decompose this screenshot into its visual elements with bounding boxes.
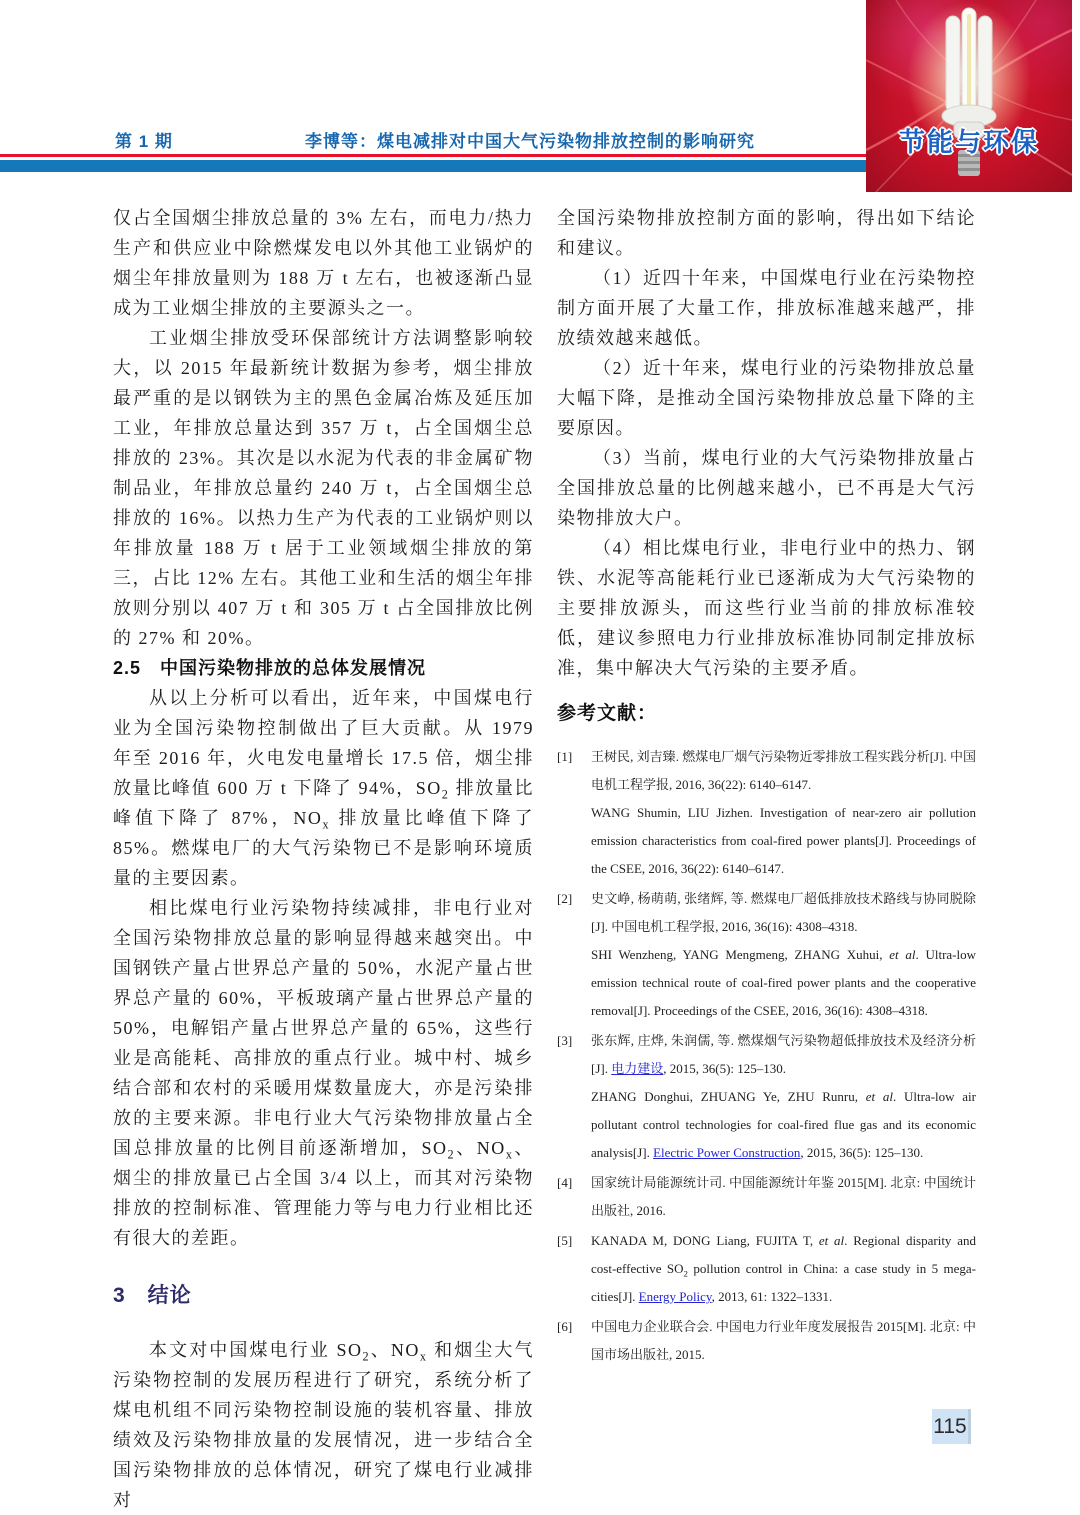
section-heading-3-conclusion: 3 结论 <box>113 1284 192 1307</box>
reference-label: [6] <box>557 1319 573 1334</box>
journal-logo <box>866 0 1072 192</box>
reference-segment: 王树民, 刘吉臻. 燃煤电厂烟气污染物近零排放工程实践分析[J]. 中国电机工程学报, 2016, 36(22): 6140–6147. <box>591 749 976 792</box>
reference-text <box>591 799 976 883</box>
reference-item <box>557 885 976 1025</box>
left-column <box>113 203 534 1515</box>
reference-text <box>591 1083 976 1167</box>
reference-item <box>557 1027 976 1167</box>
reference-segment: 国家统计局能源统计司. 中国能源统计年鉴 2015[M]. 北京: 中国统计出版社, 2016. <box>591 1175 976 1218</box>
reference-etal: et al <box>818 1233 845 1248</box>
reference-label: [1] <box>557 749 573 764</box>
paragraph-conclusion-intro: 本文对中国煤电行业 $SO_2$、$NO_x$ 和烟尘大气污染物控制的发展历程进行了研究，系统分析了煤电机组不同污染物控制设施的装机容量、排放绩效及污染物排放量的发展情况，进一步结合全国污染物排放的总体情况，研究了煤电行业减排对 <box>113 1340 534 1510</box>
references-heading: 参考文献： <box>557 703 658 724</box>
reference-item <box>557 1169 976 1225</box>
reference-segment: ZHANG Donghui, ZHUANG Ye, ZHU Runru, <box>591 1089 866 1104</box>
reference-label: [3] <box>557 1033 573 1048</box>
paragraph-smoke-continuation: 仅占全国烟尘排放总量的 3% 左右，而电力/热力生产和供应业中除燃煤发电以外其他工业锅炉的烟尘年排放量则为 188 万 t 左右，也被逐渐凸显成为工业烟尘排放的主要源头之一。 <box>113 208 534 318</box>
reference-segment: . Ultra-low emission technical route of coal-fired power plants and the cooperative removal[J]. Proceedings of the CSEE, 2016, 36(16): 4308–4318. <box>591 947 976 1018</box>
reference-text <box>591 1027 976 1083</box>
reference-etal: et al <box>865 1089 893 1104</box>
reference-text <box>591 941 976 1025</box>
reference-item <box>557 743 976 883</box>
conclusion-item: （3）当前，煤电行业的大气污染物排放量占全国排放总量的比例越来越小，已不再是大气污染物排放大户。 <box>557 448 976 528</box>
lightbulb-icon <box>866 0 1072 192</box>
section-heading-2-5: 2.5 中国污染物排放的总体发展情况 <box>113 658 427 678</box>
reference-journal-link[interactable]: 电力建设 <box>611 1061 664 1076</box>
reference-text <box>591 743 976 799</box>
paragraph-non-power: 相比煤电行业污染物持续减排，非电行业对全国污染物排放总量的影响显得越来越突出。中国钢铁产量占世界总产量的 50%，水泥产量占世界总产量的 60%，平板玻璃产量占世界总产量的 50%，电解铝产量占世界总产量的 65%，这些行业是高能耗、高排放的重点行业。城中村、城乡结合部和农村的采暖用煤数量庞大，亦是污染排放的主要来源。非电行业大气污染物排放量占全国总排放量的比例目前逐渐增加，$SO_2$、$NO_x$、烟尘的排放量已占全国 3/4 以上，而其对污染物排放的控制标准、管理能力等与电力行业相比还有很大的差距。 <box>113 898 535 1248</box>
conclusion-item: （4）相比煤电行业，非电行业中的热力、钢铁、水泥等高能耗行业已逐渐成为大气污染物的主要排放源头，而这些行业当前的排放标准较低，建议参照电力行业排放标准协同制定排放标准，集中解决大气污染的主要矛盾。 <box>557 538 976 678</box>
reference-journal-link[interactable]: Electric Power Construction <box>653 1145 801 1160</box>
reference-text <box>591 885 976 941</box>
reference-segment: SHI Wenzheng, YANG Mengmeng, ZHANG Xuhui, <box>591 947 890 962</box>
reference-segment: 张东辉, 庄烨, 朱润儒, 等. 燃煤烟气污染物超低排放技术及经济分析[J]. <box>591 1033 976 1076</box>
reference-segment: WANG Shumin, LIU Jizhen. Investigation of near-zero air pollution emission characteristics from coal-fired power plants[J]. Proceedings of the CSEE, 2016, 36(22): 6140–6147. <box>591 805 976 876</box>
reference-text <box>591 1227 976 1311</box>
reference-segment: . Ultra-low air pollutant control technologies for coal-fired flue gas and its economic analysis[J]. <box>591 1089 976 1160</box>
reference-segment: , 2015, 36(5): 125–130. <box>663 1061 787 1076</box>
paragraph-industrial-dust: 工业烟尘排放受环保部统计方法调整影响较大，以 2015 年最新统计数据为参考，烟尘排放最严重的是以钢铁为主的黑色金属冶炼及延压加工业，年排放总量达到 357 万 t，占全国烟尘总排放的 23%。其次是以水泥为代表的非金属矿物制品业，年排放总量约 240 万 t，占全国烟尘总排放的 16%。以热力生产为代表的工业锅炉则以年排放量 188 万 t 居于工业领域烟尘排放的第三，占比 12% 左右。其他工业和生活的烟尘年排放则分别以 407 万 t 和 305 万 t 占全国排放比例的 27% 和 20%。 <box>113 328 534 648</box>
reference-item <box>557 1227 976 1311</box>
right-column <box>557 203 976 1371</box>
reference-segment: , 2015, 36(5): 125–130. <box>800 1145 924 1160</box>
conclusion-item: （2）近十年来，煤电行业的污染物排放总量大幅下降，是推动全国污染物排放总量下降的主要原因。 <box>557 358 976 438</box>
reference-item <box>557 1313 976 1369</box>
reference-segment: , 2013, 61: 1322–1331. <box>711 1289 833 1304</box>
reference-journal-link[interactable]: Energy Policy <box>638 1289 712 1304</box>
reference-text <box>591 1313 976 1369</box>
conclusion-item: （1）近四十年来，中国煤电行业在污染物控制方面开展了大量工作，排放标准越来越严，排放绩效越来越低。 <box>557 268 976 348</box>
journal-name-label: 节能与环保 <box>898 127 1039 157</box>
issue-label: 第 1 期 <box>115 132 173 151</box>
running-title: 李博等：煤电减排对中国大气污染物排放控制的影响研究 <box>305 132 755 151</box>
reference-label: [2] <box>557 891 573 906</box>
paragraph-overall-progress: 从以上分析可以看出，近年来，中国煤电行业为全国污染物控制做出了巨大贡献。从 1979 年至 2016 年，火电发电量增长 17.5 倍，烟尘排放量比峰值 600 万 t 下降了 94%，$SO_2$ 排放量比峰值下降了 87%，$NO_x$ 排放量比峰值下降了 85%。燃煤电厂的大气污染物已不是影响环境质量的主要因素。 <box>113 688 534 888</box>
reference-etal: et al <box>889 947 916 962</box>
reference-label: [4] <box>557 1175 573 1190</box>
reference-segment: . Regional disparity and cost-effective $SO_2$ pollution control in China: a case study in 5 mega-cities[J]. <box>591 1233 976 1304</box>
reference-segment: KANADA M, DONG Liang, FUJITA T, <box>591 1233 819 1248</box>
header-rule-red <box>0 154 866 157</box>
reference-label: [5] <box>557 1233 573 1248</box>
reference-list <box>557 743 976 1369</box>
header-rule-blue <box>0 160 866 172</box>
reference-text <box>591 1169 976 1225</box>
conclusions-list <box>557 263 976 683</box>
reference-segment: 中国电力企业联合会. 中国电力行业年度发展报告 2015[M]. 北京: 中国市场出版社, 2015. <box>591 1319 976 1362</box>
page-number-badge: 115 <box>932 1409 971 1444</box>
reference-segment: 史文峥, 杨萌萌, 张绪辉, 等. 燃煤电厂超低排放技术路线与协同脱除[J]. 中国电机工程学报, 2016, 36(16): 4308–4318. <box>591 891 976 934</box>
paragraph-continuation: 全国污染物排放控制方面的影响，得出如下结论和建议。 <box>557 208 976 258</box>
